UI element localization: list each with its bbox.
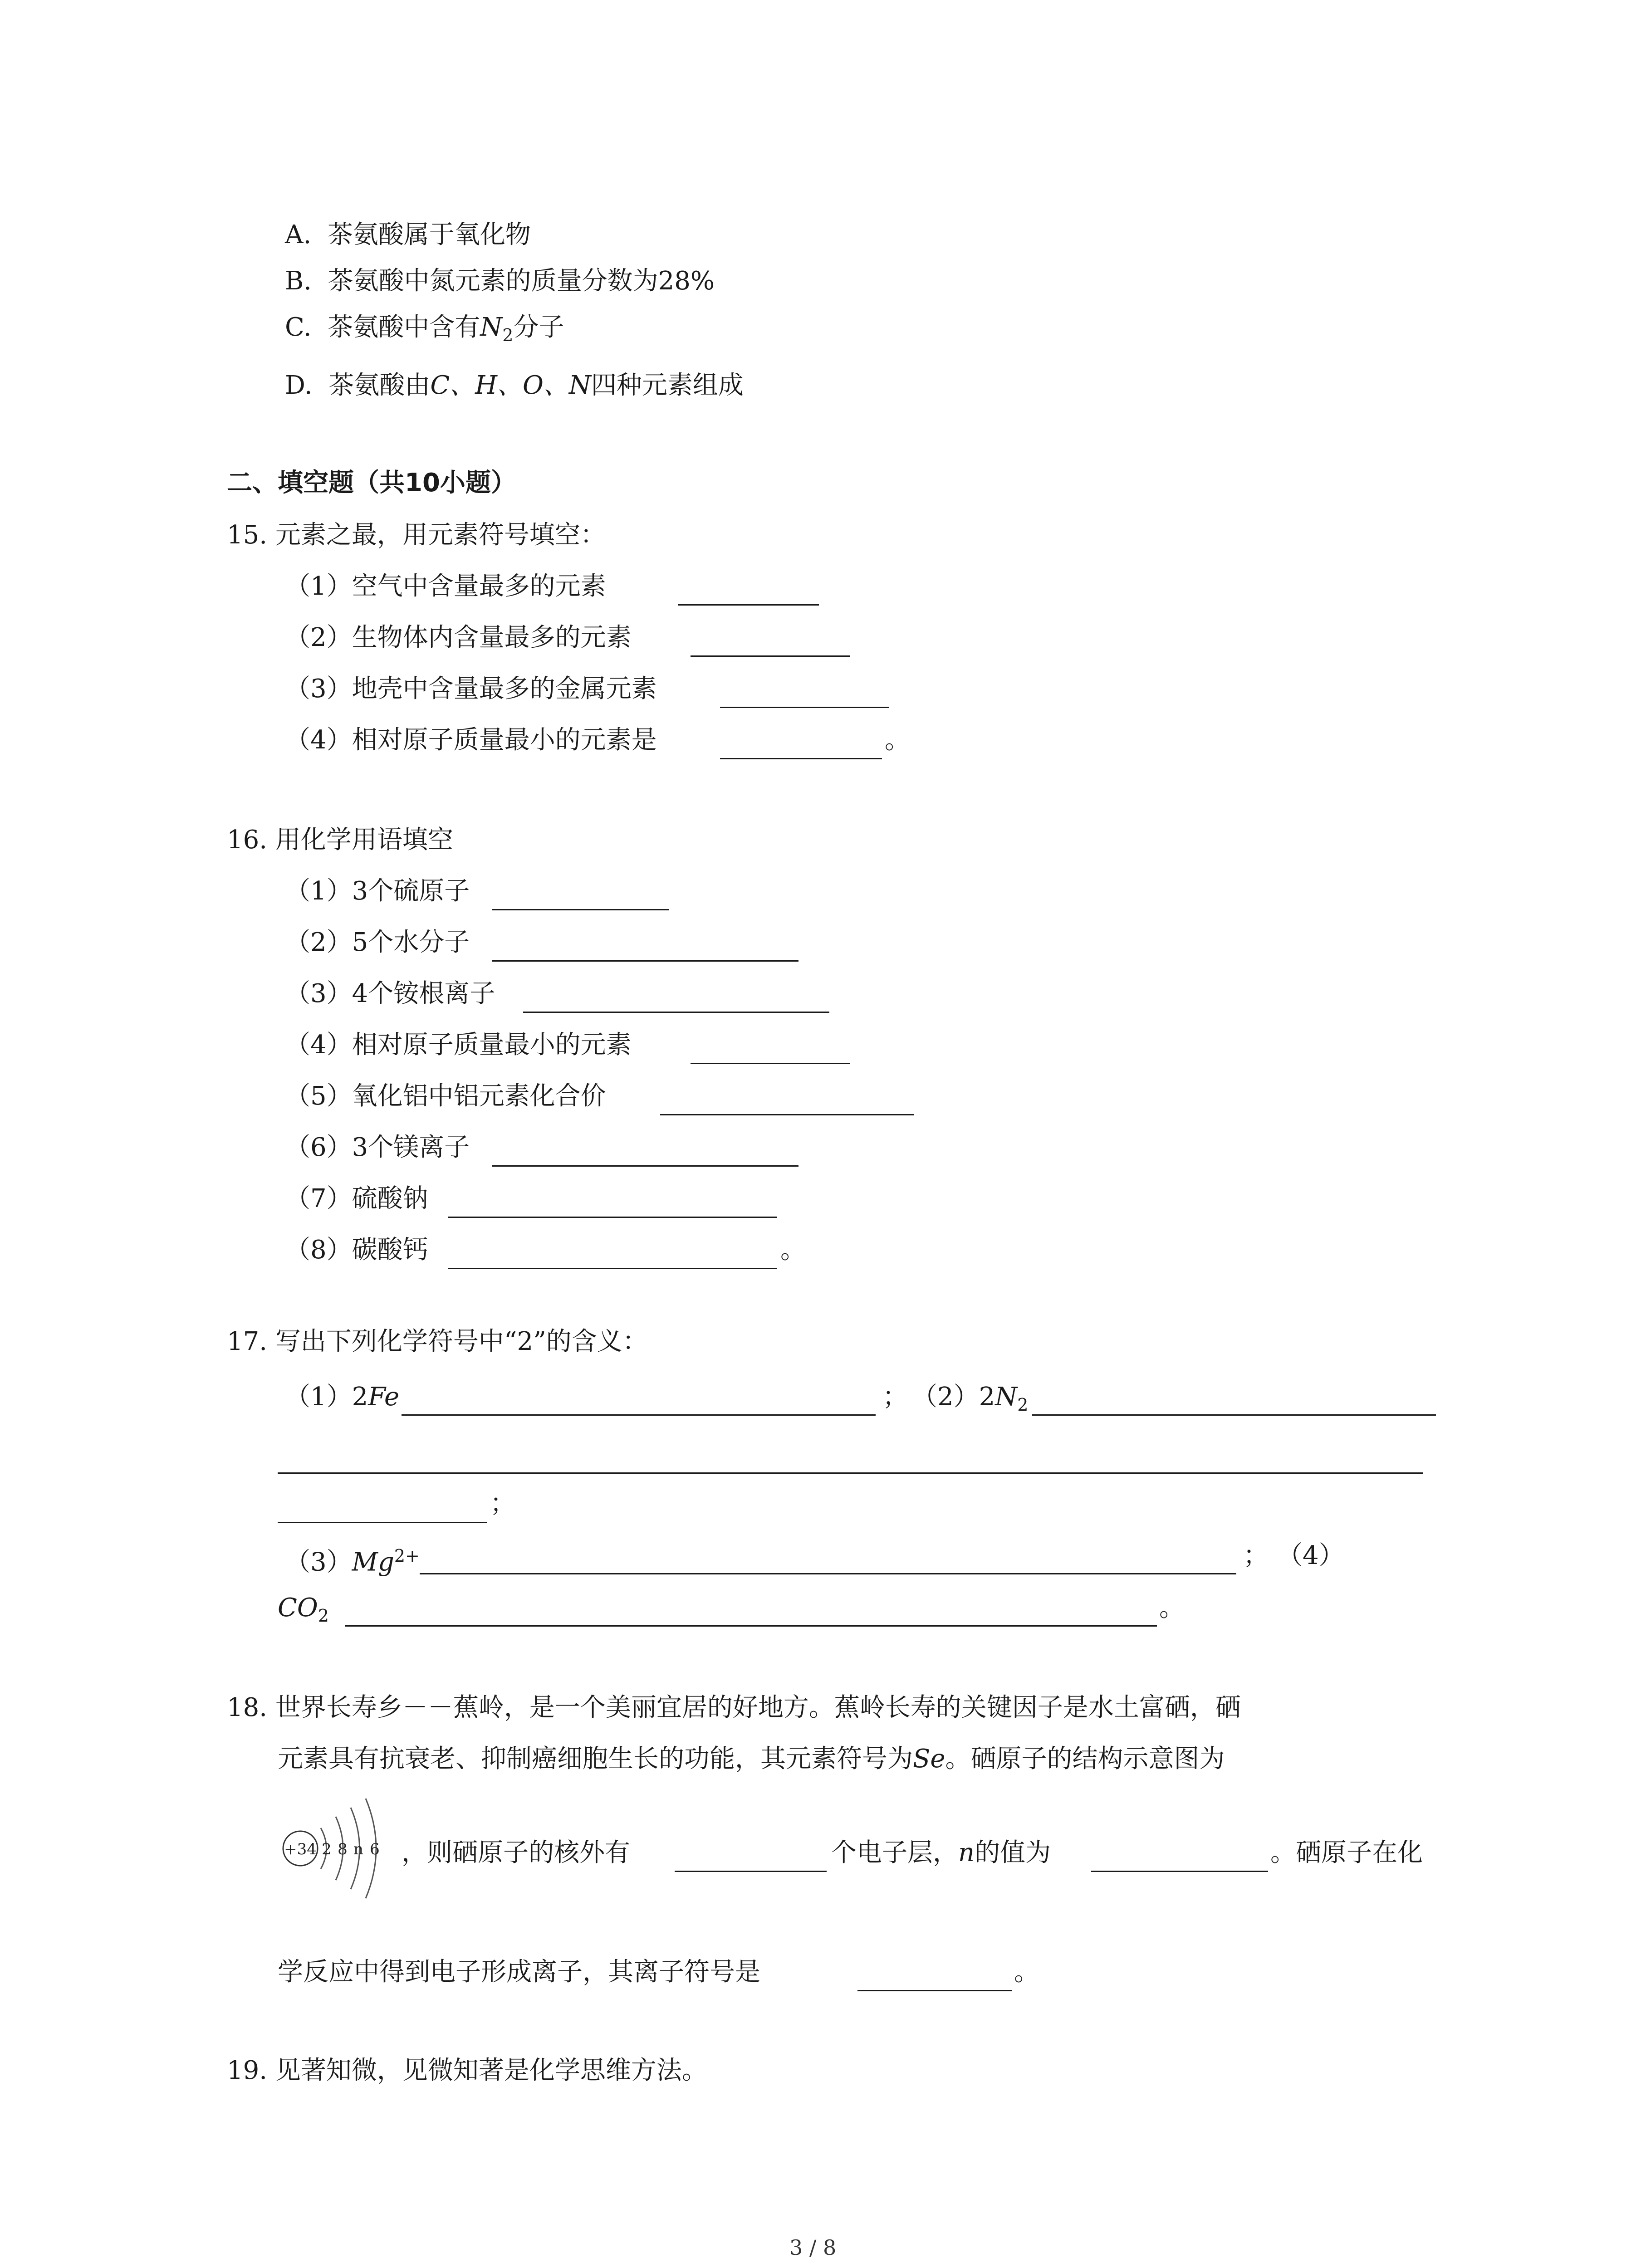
q18-line4: 学反应中得到电子形成离子，其离子符号是 (278, 1957, 760, 1987)
q16-item: （8）碳酸钙 (285, 1235, 428, 1265)
answer-blank[interactable] (492, 960, 798, 962)
answer-blank[interactable] (523, 1012, 829, 1013)
q16-stem: 16. 用化学用语填空 (227, 825, 453, 855)
selenium-atom-structure-diagram (278, 1792, 400, 1905)
q15-item: （4）相对原子质量最小的元素是 (285, 725, 657, 755)
answer-blank[interactable] (1032, 1414, 1436, 1416)
q18-period: 。 (1014, 1957, 1039, 1987)
q16-item: （4）相对原子质量最小的元素 (285, 1030, 632, 1060)
q17-co2: $CO_2$ (278, 1593, 329, 1626)
answer-blank[interactable] (278, 1472, 1423, 1474)
answer-blank[interactable] (675, 1871, 827, 1872)
q15-item: （1）空气中含量最多的元素 (285, 572, 606, 601)
q19-stem: 19. 见著知微，见微知著是化学思维方法。 (227, 2056, 707, 2085)
q16-item: （2）5个水分子 (285, 928, 470, 957)
q17-stem: 17. 写出下列化学符号中“2”的含义： (227, 1327, 648, 1356)
answer-blank[interactable] (857, 1990, 1012, 1991)
section-title: 二、填空题（共10小题） (227, 468, 516, 498)
shell-electron-count: 6 (370, 1840, 380, 1858)
q17-semicolon: ； (1243, 1541, 1269, 1570)
q16-item: （1）3个硫原子 (285, 876, 470, 906)
q16-item: （6）3个镁离子 (285, 1133, 470, 1162)
answer-blank[interactable] (678, 604, 819, 606)
q16-item: （7）硫酸钠 (285, 1184, 428, 1213)
q18-line3a: ，则硒原子的核外有 (402, 1838, 630, 1867)
answer-blank[interactable] (691, 655, 850, 657)
q15-item: （2）生物体内含量最多的元素 (285, 623, 632, 652)
option-c: C. 茶氨酸中含有$N_2$分子 (285, 313, 564, 346)
answer-blank[interactable] (492, 909, 669, 910)
shell-electron-count: 2 (322, 1840, 332, 1858)
q18-line1: 18. 世界长寿乡－－蕉岭，是一个美丽宜居的好地方。蕉岭长寿的关键因子是水土富硒，硒 (227, 1693, 1241, 1722)
answer-blank[interactable] (660, 1114, 914, 1115)
q18-line3d: 。硒原子在化 (1270, 1838, 1423, 1867)
q17-semicolon: ； (882, 1382, 908, 1412)
q16-item: （5）氧化铝中铝元素化合价 (285, 1081, 606, 1111)
q17-part3: $(3)Mg^{2+}$ (285, 1546, 420, 1577)
answer-blank[interactable] (492, 1165, 798, 1167)
q18-line3b: 个电子层，n的值为 (831, 1838, 1051, 1867)
q17-part2: $(2)2N_2$ (912, 1382, 1029, 1415)
option-a: A. 茶氨酸属于氧化物 (285, 220, 531, 249)
nucleus-charge: +34 (284, 1840, 317, 1858)
shell-electron-count: 8 (338, 1840, 348, 1858)
answer-blank[interactable] (720, 758, 882, 759)
option-d: D. 茶氨酸由C、H、O、N四种元素组成 (285, 371, 744, 400)
answer-blank[interactable] (448, 1268, 777, 1269)
q16-item: （3）4个铵根离子 (285, 979, 495, 1008)
answer-blank[interactable] (345, 1625, 1157, 1627)
q17-part1: （1）2Fe (285, 1382, 400, 1412)
q15-period: 。 (885, 725, 910, 755)
q15-item: （3）地壳中含量最多的金属元素 (285, 674, 657, 704)
answer-blank[interactable] (720, 707, 889, 708)
answer-blank[interactable] (402, 1414, 876, 1416)
shell-electron-count: n (353, 1840, 363, 1858)
q17-part4: （4） (1277, 1541, 1344, 1570)
answer-blank[interactable] (1091, 1871, 1268, 1872)
answer-blank[interactable] (278, 1522, 487, 1523)
answer-blank[interactable] (420, 1573, 1236, 1574)
q16-period: 。 (780, 1235, 806, 1265)
q17-period: 。 (1159, 1593, 1185, 1623)
q18-line2: 元素具有抗衰老、抑制癌细胞生长的功能，其元素符号为Se。硒原子的结构示意图为 (278, 1744, 1225, 1774)
q17-semicolon: ； (490, 1489, 515, 1518)
q15-stem: 15. 元素之最，用元素符号填空： (227, 520, 606, 550)
answer-blank[interactable] (691, 1063, 850, 1064)
answer-blank[interactable] (448, 1217, 777, 1218)
option-b: B. 茶氨酸中氮元素的质量分数为28% (285, 266, 715, 296)
page-number: 3 / 8 (789, 2235, 837, 2260)
